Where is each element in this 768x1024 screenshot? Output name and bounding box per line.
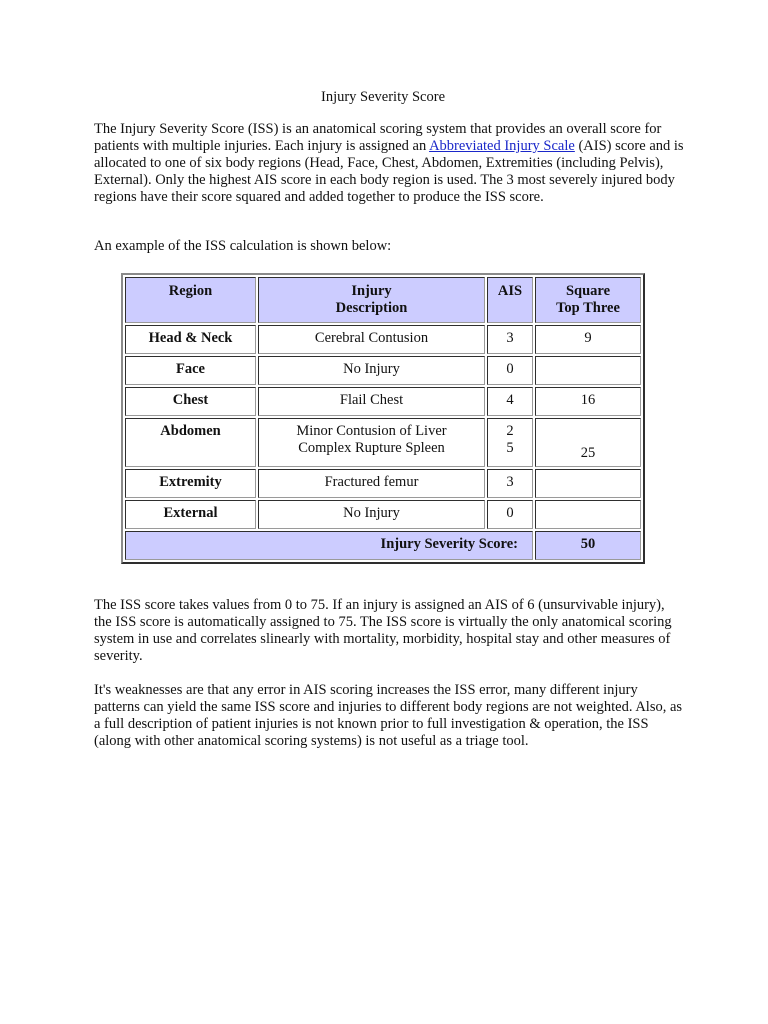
- square-cell: [535, 469, 641, 498]
- region-cell: Extremity: [125, 469, 256, 498]
- ais-cell: 0: [487, 356, 533, 385]
- table-row: [125, 387, 641, 416]
- score-range-paragraph: The ISS score takes values from 0 to 75. If an injury is assigned an AIS of 6 (unsurvivable injury), the ISS score is automatically assigned to 75. The ISS score is virtually the only anatomical scoring system in use and correlates slinearly with mortality, morbidity, hospital stay and other measures of severity.: [94, 597, 672, 664]
- ais-cell: 3: [487, 469, 533, 498]
- example-intro-paragraph: An example of the ISS calculation is shown below:: [94, 238, 392, 254]
- header-region: Region: [125, 277, 256, 323]
- ais-cell: 4: [487, 387, 533, 416]
- region-cell: Chest: [125, 387, 256, 416]
- header-injury-description: Injury Description: [258, 277, 485, 323]
- table-row: [125, 500, 641, 529]
- table-row: [125, 418, 641, 467]
- injury-cell: Cerebral Contusion: [258, 325, 485, 354]
- intro-paragraph: [94, 121, 684, 206]
- ais-cell: 2 5: [487, 418, 533, 467]
- region-cell: Face: [125, 356, 256, 385]
- header-ais: AIS: [487, 277, 533, 323]
- square-cell: 25: [535, 418, 641, 467]
- table-row: [125, 469, 641, 498]
- injury-cell: Flail Chest: [258, 387, 485, 416]
- region-cell: Head & Neck: [125, 325, 256, 354]
- total-row: [125, 531, 641, 560]
- table-header-row: [125, 277, 641, 323]
- injury-cell: No Injury: [258, 500, 485, 529]
- total-value: 50: [535, 531, 641, 560]
- injury-cell: Minor Contusion of Liver Complex Rupture Spleen: [258, 418, 485, 467]
- page-title: Injury Severity Score: [320, 89, 446, 105]
- abbreviated-injury-scale-link[interactable]: Abbreviated Injury Scale: [429, 138, 575, 154]
- iss-calculation-table: [121, 273, 645, 564]
- intro-text-before-link: The Injury Severity Score (ISS) is an anatomical scoring system that provides an overall score for patients with multiple injuries. Each injury is assigned an: [94, 121, 662, 154]
- region-cell: Abdomen: [125, 418, 256, 467]
- square-cell: 9: [535, 325, 641, 354]
- table-row: [125, 356, 641, 385]
- intro-text-after-link: (AIS) score and is allocated to one of six body regions (Head, Face, Chest, Abdomen, Extremities (including Pelvis), External). Only the highest AIS score in each body region is used. The 3 most severely injured body regions have their score squared and added together to produce the ISS score.: [94, 138, 684, 205]
- square-cell: [535, 356, 641, 385]
- injury-cell: No Injury: [258, 356, 485, 385]
- total-label: Injury Severity Score:: [125, 531, 533, 560]
- table-row: [125, 325, 641, 354]
- ais-cell: 0: [487, 500, 533, 529]
- weakness-paragraph: It's weaknesses are that any error in AIS scoring increases the ISS error, many different injury patterns can yield the same ISS score and injuries to different body regions are not weighted. Also, as a full description of patient injuries is not known prior to full investigation & operation, the ISS (along with other anatomical scoring systems) is not useful as a triage tool.: [94, 682, 683, 749]
- header-square-top-three: Square Top Three: [535, 277, 641, 323]
- injury-cell: Fractured femur: [258, 469, 485, 498]
- square-cell: 16: [535, 387, 641, 416]
- region-cell: External: [125, 500, 256, 529]
- square-cell: [535, 500, 641, 529]
- ais-cell: 3: [487, 325, 533, 354]
